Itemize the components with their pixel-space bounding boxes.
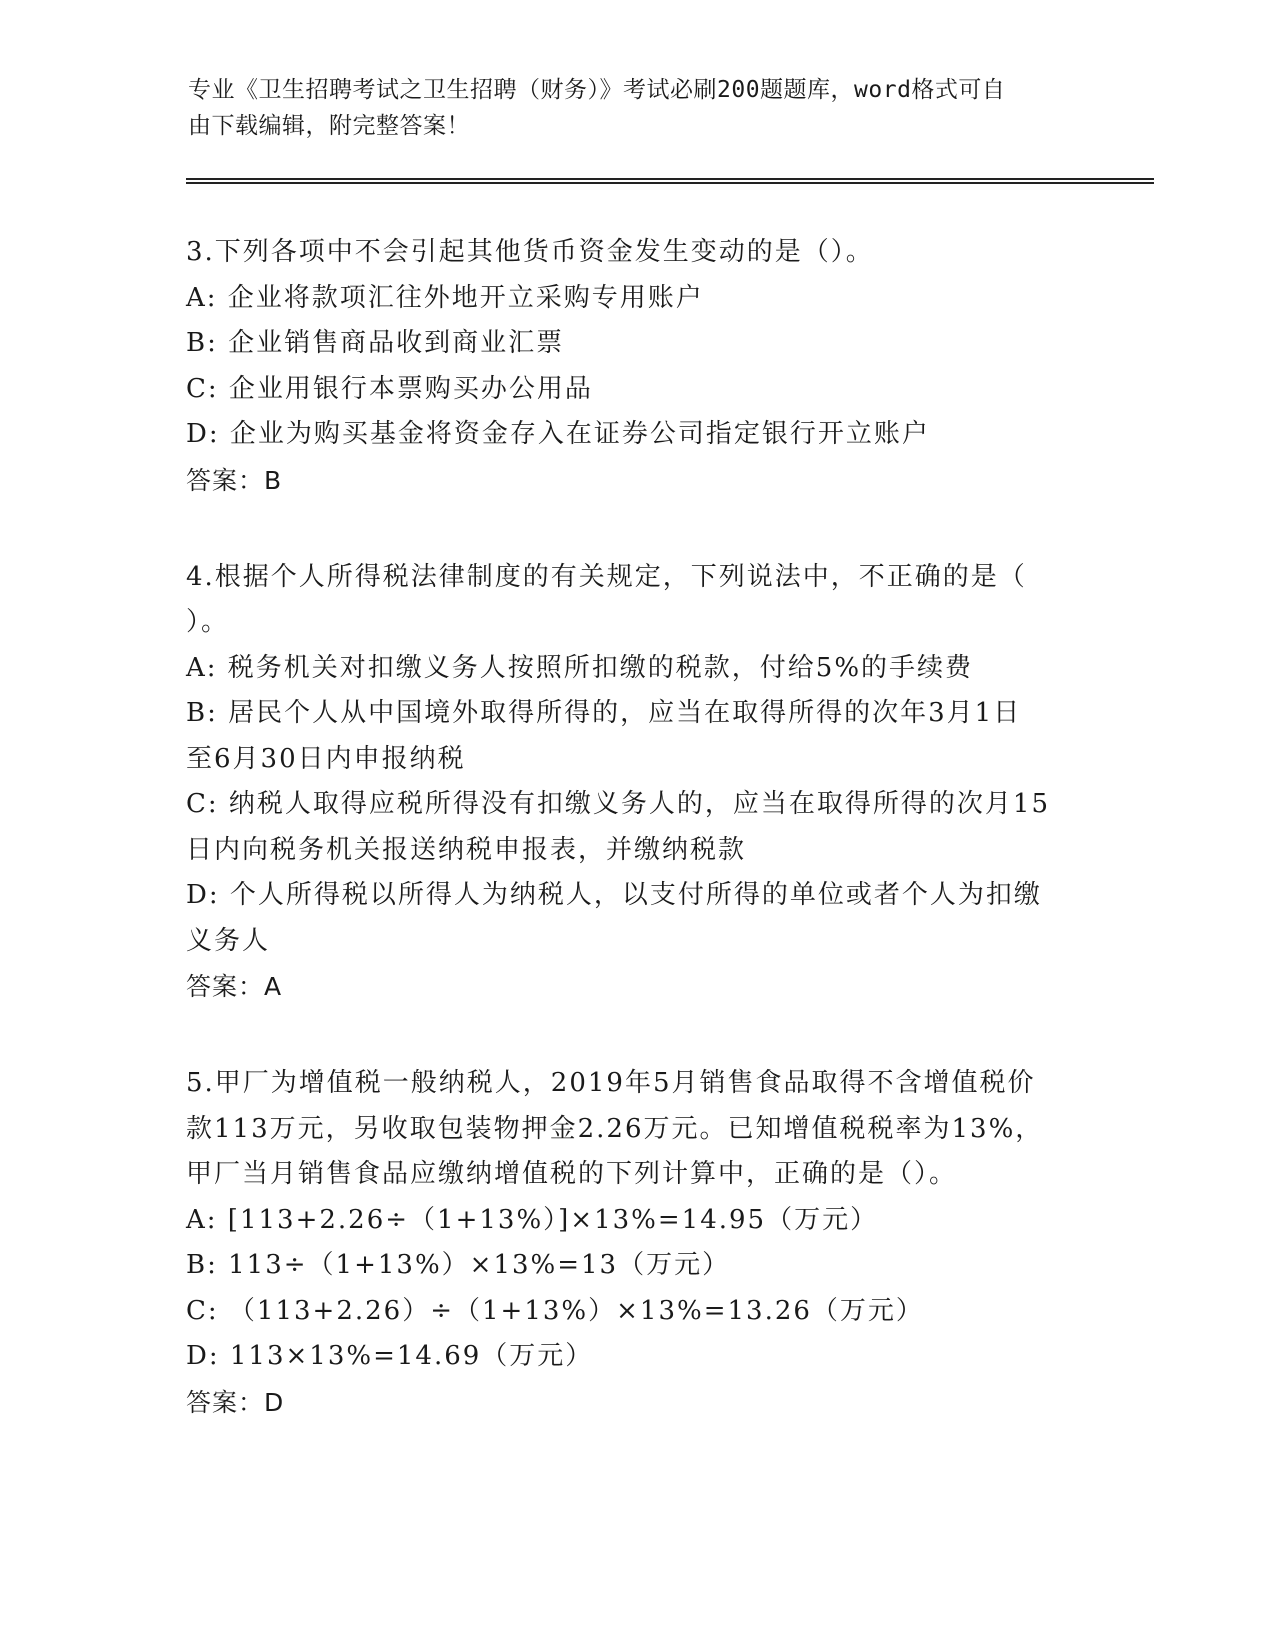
question-3 (186, 230, 1086, 503)
option-b: B: 居民个人从中国境外取得所得的，应当在取得所得的次年3月1日 (186, 698, 1022, 728)
option-d: D: 企业为购买基金将资金存入在证券公司指定银行开立账户 (186, 419, 930, 449)
document-header (188, 72, 1068, 144)
answer: 答案：B (186, 465, 283, 495)
answer: 答案：D (186, 1387, 285, 1417)
option-b-continued: 至6月30日内申报纳税 (186, 743, 466, 774)
option-d-continued: 义务人 (186, 925, 271, 956)
header-double-rule (186, 178, 1154, 184)
option-d: D: 113×13%=14.69（万元） (186, 1341, 594, 1371)
question-stem: 3.下列各项中不会引起其他货币资金发生变动的是（）。 (186, 237, 874, 267)
option-c: C: （113+2.26）÷（1+13%）×13%=13.26（万元） (186, 1295, 924, 1326)
question-stem: ）。 (186, 607, 230, 637)
question-stem: 款113万元，另收取包装物押金2.26万元。已知增值税税率为13%， (186, 1113, 1044, 1144)
question-stem: 4.根据个人所得税法律制度的有关规定，下列说法中，不正确的是（ (186, 561, 1027, 592)
option-b: B: 企业销售商品收到商业汇票 (186, 328, 565, 358)
option-c: C: 企业用银行本票购买办公用品 (186, 373, 593, 404)
question-stem: 甲厂当月销售食品应缴纳增值税的下列计算中，正确的是（）。 (186, 1159, 958, 1189)
option-b: B: 113÷（1+13%）×13%=13（万元） (186, 1250, 731, 1280)
question-5 (186, 1061, 1086, 1425)
header-line: 专业《卫生招聘考试之卫生招聘（财务）》考试必刷200题题库，word格式可自 (188, 77, 1006, 103)
question-stem: 5.甲厂为增值税一般纳税人，2019年5月销售食品取得不含增值税价 (186, 1068, 1036, 1098)
question-4 (186, 555, 1086, 1010)
option-c: C: 纳税人取得应税所得没有扣缴义务人的，应当在取得所得的次月15 (186, 789, 1051, 819)
option-c-continued: 日内向税务机关报送纳税申报表，并缴纳税款 (186, 834, 747, 865)
answer: 答案：A (186, 972, 283, 1001)
option-a: A: 企业将款项汇往外地开立采购专用账户 (186, 282, 704, 313)
option-a: A: 税务机关对扣缴义务人按照所扣缴的税款，付给5%的手续费 (186, 652, 974, 683)
option-a: A: [113+2.26÷（1+13%）]×13%=14.95（万元） (186, 1204, 879, 1235)
option-d: D: 个人所得税以所得人为纳税人，以支付所得的单位或者个人为扣缴 (186, 880, 1042, 910)
header-line: 由下载编辑，附完整答案！ (188, 113, 470, 139)
question-list (186, 230, 1086, 1425)
